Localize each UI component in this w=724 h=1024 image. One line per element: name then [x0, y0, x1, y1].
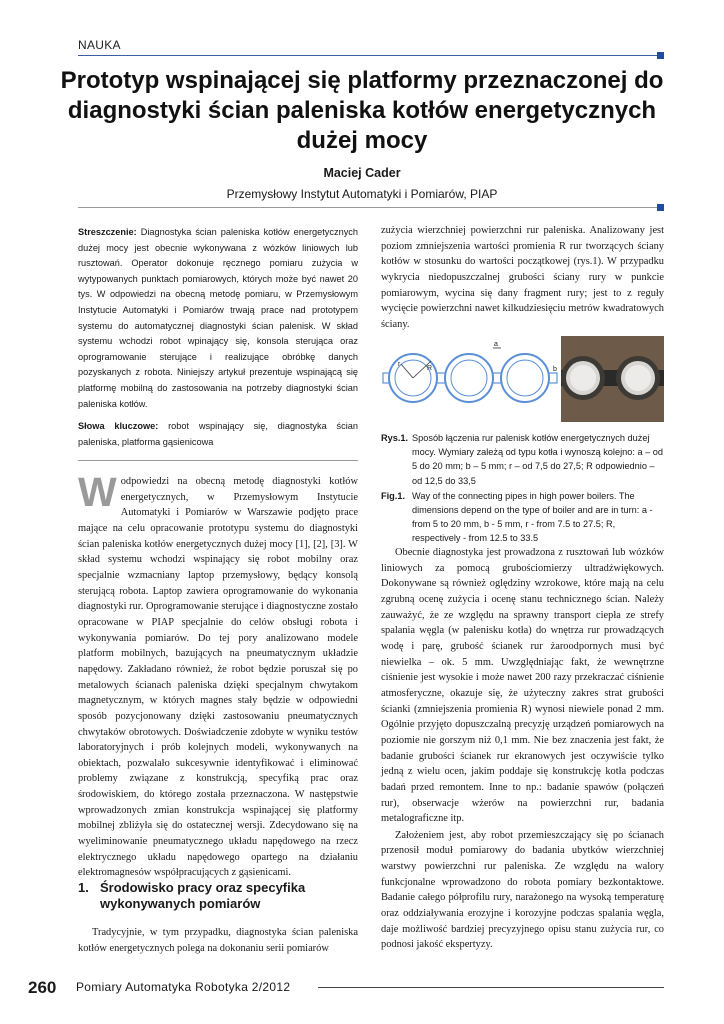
figure-1 — [381, 336, 664, 422]
right-body-paragraph-1: Obecnie diagnostyka jest prowadzona z rusztowań lub wózków liniowych za pomocą grubościomierzy ultradźwiękowych. Dokonywane są również oględziny wzrokowe, które mają na celu zgrubną ocenę zużycia i ocenę stanu technicznego ścian. Należy zauważyć, że ze względu na sprawny transport ciepła ze strefy spalania węgla (w palenisku kotła) do wnętrza rur prowadzących wodę i parę, grubość ścianek rur żaroodpornych musi być niewielka – ok. 5 mm. Uwzględniając fakt, że wewnętrzne ciśnienie jest wysokie i może nawet 200 razy przekraczać ciśnienie atmosferyczne, okazuje się, że użyteczny zakres strat grubości ścianki (zmniejszenia promienia R) wynosi niewiele ponad 2 mm. Ogólnie przyjęto dopuszczalną precyzję urządzeń pomiarowych na poziomie nie gorszym niż 0,1 mm. Nie bez znaczenia jest fakt, że badanie grubości ścianek rur ekranowych jest oczywiście tylko jedną z wielu ocen, jakim poddaje się konstrukcję kotła podczas badań przed remontem. Inne to np.: badanie spawów (połączeń rur), obserwacje wżerów na powierzchni rur, badania metalograficzne itp. — [381, 547, 664, 825]
header-rule-marker — [657, 52, 664, 59]
label-R: R — [427, 365, 433, 372]
caption-pl-text: Sposób łączenia rur palenisk kotłów energetycznych dużej mocy. Wymiary zależą od typu kotła i wynoszą kolejno: a – od 5 do 20 mm; b – 5 mm; r – od 7,5 do 27,5; R odpowiednio – od 12,5 do 33,5 — [412, 433, 663, 486]
caption-en-label: Fig.1. — [381, 490, 405, 501]
page-number: 260 — [28, 978, 57, 997]
abstract-label: Streszczenie: — [78, 227, 137, 237]
keywords-text: robot wspinający się, diagnostyka ścian paleniska, platforma gąsienicowa — [78, 421, 358, 447]
journal-name: Pomiary Automatyka Robotyka 2/2012 — [76, 980, 291, 994]
section-1-heading — [78, 880, 358, 912]
caption-en-text: Way of the connecting pipes in high power boilers. The dimensions depend on the type of boiler and are in turn: a - from 5 to 20 mm, b - 5 mm, r - from 7.5 to 27.5; R, respectively - from 12.5 to 33.5 — [412, 490, 653, 544]
pipe-photo — [561, 336, 664, 422]
section-1-title-line2: wykonywanych pomiarów — [100, 896, 261, 911]
caption-pl — [381, 431, 664, 488]
article-affiliation: Przemysłowy Instytut Automatyki i Pomiarów, PIAP — [226, 187, 498, 201]
keywords — [78, 419, 358, 450]
photo-pipe-left — [561, 356, 605, 400]
right-top-text: zużycia wierzchniej powierzchni rur paleniska. Analizowany jest poziom zmniejszenia wartości promienia R rur tworzących ściany kotłów w stosunku do wartości początkowej (rys.1). W przypadku wykrycia niedopuszczalnej grubości ściany rury w punkcie pomiarowym, wycina się dany fragment rury; jest to z reguły wycięcie powierzchni nawet kilkudziesięciu metrów kwadratowych ściany. — [381, 225, 664, 330]
figure-caption — [381, 431, 664, 546]
keywords-label: Słowa kluczowe: — [78, 421, 159, 431]
article-author: Maciej Cader — [323, 166, 401, 180]
keywords-divider — [78, 460, 358, 461]
title-divider-marker — [657, 204, 664, 211]
abstract-text: Diagnostyka ścian paleniska kotłów energetycznych dużej mocy jest obecnie wykonywana z wózków liniowych lub rusztowań. Operator dokonuje ręcznego pomiaru zużycia w wytypowanych punktach pomiarowych, których może być nawet 20 tys. W odpowiedzi na obecną metodę pomiaru, w Przemysłowym Instytucie Automatyki i Pomiarów trwają prace nad prototypem systemu do automatycznej diagnostyki ścian palenisk. W skład systemu wchodzi robot wpinający się, konsola sterująca oraz oprogramowanie sterujące i realizujące obróbkę danych pozyskanych z robota. Niniejszy artykuł prezentuje wspinającą się platformę mobilną do zastosowania na potrzeby diagnostyki ścian paleniska kotłów. — [78, 227, 358, 409]
section-1-number: 1. — [78, 880, 89, 895]
header-rule — [78, 55, 664, 56]
intro-paragraph — [78, 469, 358, 881]
intro-text: odpowiedzi na obecną metodę diagnostyki kotłów energetycznych, w Przemysłowym Instytucie Automatyki i Pomiarów w Warszawie podjęto prace mające na celu opracowanie prototypu systemu do diagnostyki ścian paleniska kotłów energetycznych dużej mocy [1], [2], [3]. W skład systemu wchodzi wspinający się robot mobilny oraz specjalnie wzmacniany laptop przemysłowy, będący konsolą sterującą robota. Laptop zawiera oprogramowanie do wykonania diagnostyki rur. Oprogramowanie sterujące i diagnostyczne zostało opracowane w PIAP specjalnie do celów obsługi robota i wykonywania pomiarów. Do tej pory analizowano modele platform mobilnych, bazujących na pneumatycznym układzie napędowy. Zakładano również, że robot będzie poruszał się po metalowych ścianach paleniska dzięki specjalnym chwytakom magnetycznym, w których magnes stały będzie w odpowiedni sposób pozycjonowany dzięki zastosowaniu pneumatycznych chwytaków obrotowych. Doświadczenie zdobyte w wyniku testów laboratoryjnych i prób kolejnych modeli, wykonywanych na obiektach, pozwalało sukcesywnie identyfikować i eliminować problemy związane z konstrukcją, specyfiką prac oraz środowiskiem, do którego została przeznaczona. W następstwie wprowadzonych zmian konstrukcja wspinającej się platformy mobilnej zbliżyła się do ostatecznej wersji. Zdecydowano się na wyeliminowanie pneumatycznego układu napędowego na rzecz elektrycznego układu napędowego opartego na działaniu elektromagnesów współpracujących z gąsienicami. — [78, 476, 358, 879]
title-divider — [78, 207, 664, 208]
section-1-paragraph — [78, 925, 358, 956]
footer-rule — [318, 987, 664, 988]
abstract — [78, 225, 358, 412]
section-label: NAUKA — [78, 38, 121, 52]
pipe-middle — [445, 354, 493, 402]
caption-pl-label: Rys.1. — [381, 433, 409, 443]
pipe-right — [501, 354, 549, 402]
pipe-diagram — [381, 336, 559, 422]
photo-pipe-right — [616, 356, 660, 400]
dropcap-letter: W — [78, 469, 117, 515]
right-body-paragraph-2: Założeniem jest, aby robot przemieszczający się po ścianach przenosił moduł pomiarowy do badania ubytków wierzchniej warstwy powierzchni rur paleniska. Ze względu na walory funkcjonalne wprowadzono do robota pomiary bezkontaktowe. Badanie całego półprofilu rury, narażonego na wysoką temperaturę oraz oddziaływania erozyjne i korozyjne podczas spalania węgla, daje możliwość bardziej precyzyjnego opisu stanu zużycia rur, co podnosi jakość ekspertyzy. — [381, 829, 664, 951]
label-a: a — [494, 341, 498, 348]
section-1-text: Tradycyjnie, w tym przypadku, diagnostyka ścian paleniska kotłów energetycznych polega na dokonaniu serii pomiarów — [78, 927, 358, 954]
label-r: r — [398, 361, 401, 368]
section-1-title-line1: Środowisko pracy oraz specyfika — [100, 880, 306, 895]
label-b: b — [553, 366, 557, 373]
article-title: Prototyp wspinającej się platformy przeznaczonej do diagnostyki ścian paleniska kotłów energetycznych dużej mocy — [60, 67, 664, 154]
right-top-paragraph — [381, 223, 664, 333]
right-body — [381, 545, 664, 953]
caption-en — [381, 489, 664, 546]
